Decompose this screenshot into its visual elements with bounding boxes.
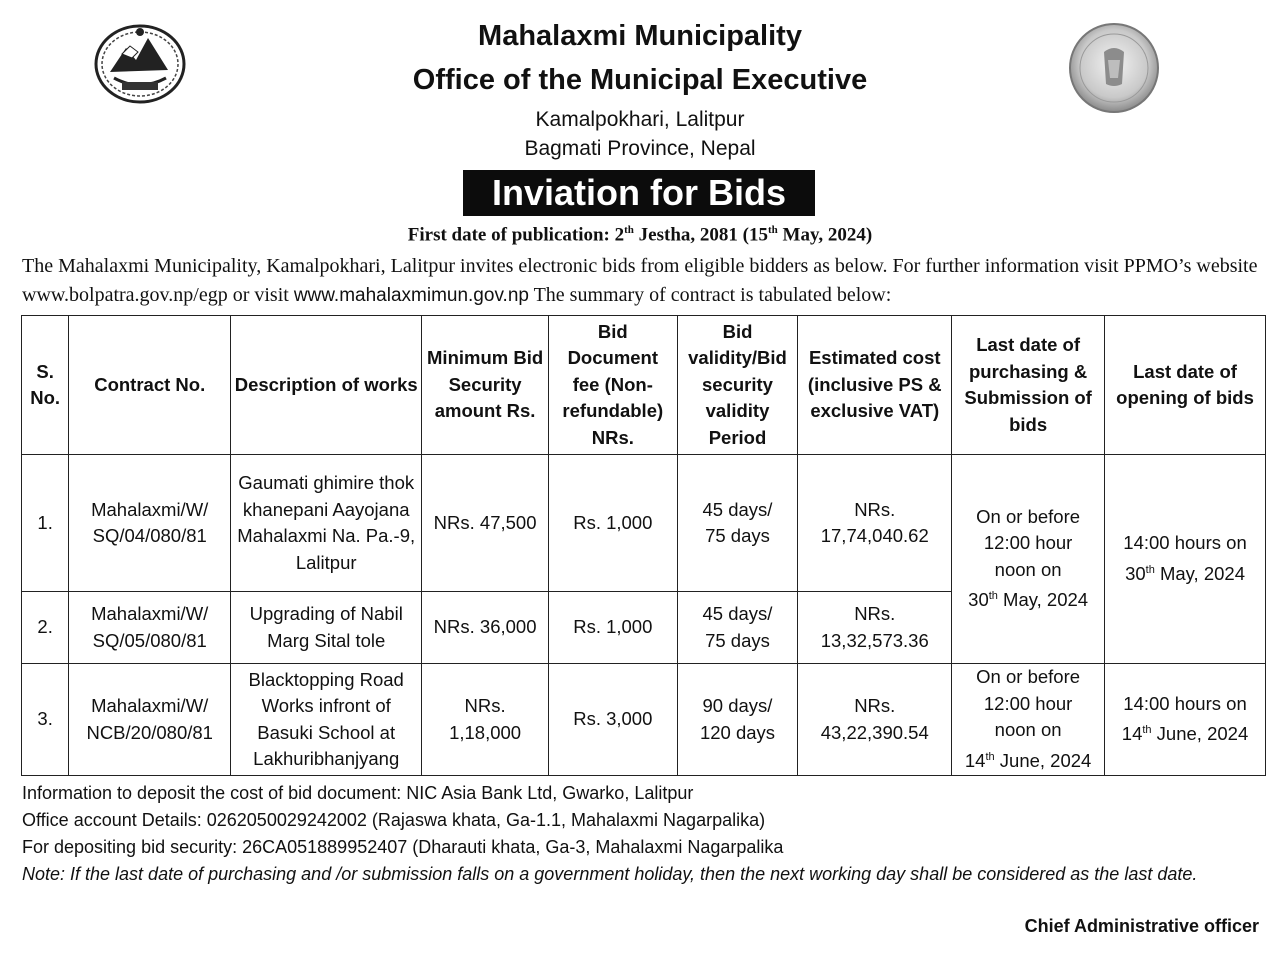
address-line-2: Bagmati Province, Nepal [524, 137, 756, 160]
deposit-info: Information to deposit the cost of bid document: NIC Asia Bank Ltd, Gwarko, Lalitpur [22, 783, 694, 803]
header-submission: Last date of purchasing & Submission of bids [952, 316, 1105, 455]
header-cost: Estimated cost (inclusive PS & exclusive VAT) [798, 316, 952, 455]
header-security: Minimum Bid Security amount Rs. [422, 316, 549, 455]
row-contract: Mahalaxmi/W/ NCB/20/080/81 [69, 664, 231, 776]
bids-table [21, 315, 1266, 776]
row-submission: On or before 12:00 hour noon on 14th June, 2024 [952, 664, 1105, 776]
row-validity: 45 days/ 75 days [677, 592, 798, 664]
office-title: Office of the Municipal Executive [412, 64, 868, 96]
row-sn: 3. [22, 664, 69, 776]
row-description: Blacktopping Road Works infront of Basuki School at Lakhuribhanjyang [231, 664, 422, 776]
row-security: NRs. 47,500 [422, 455, 549, 592]
row-contract: Mahalaxmi/W/ SQ/04/080/81 [69, 455, 231, 592]
row-sn: 1. [22, 455, 69, 592]
row-contract: Mahalaxmi/W/ SQ/05/080/81 [69, 592, 231, 664]
row-security: NRs. 1,18,000 [422, 664, 549, 776]
page-title-banner: Inviation for Bids [463, 170, 815, 216]
row-fee: Rs. 1,000 [548, 455, 677, 592]
row-description: Gaumati ghimire thok khanepani Aayojana Mahalaxmi Na. Pa.-9, Lalitpur [231, 455, 422, 592]
row-validity: 45 days/ 75 days [677, 455, 798, 592]
holiday-note: Note: If the last date of purchasing and /or submission falls on a government holiday, then the next working day shall be considered as the last date. [22, 864, 1198, 884]
header-contract: Contract No. [69, 316, 231, 455]
row-sn: 2. [22, 592, 69, 664]
publication-date: First date of publication: 2th Jestha, 2081 (15th May, 2024) [407, 224, 873, 246]
row-opening: 14:00 hours on 14th June, 2024 [1105, 664, 1266, 776]
website-link[interactable]: www.mahalaxmimun.gov.np [293, 285, 529, 306]
municipality-title: Mahalaxmi Municipality [478, 20, 802, 52]
signature-title: Chief Administrative officer [1024, 916, 1259, 936]
header-opening: Last date of opening of bids [1105, 316, 1266, 455]
account-info: Office account Details: 0262050029242002 (Rajaswa khata, Ga-1.1, Mahalaxmi Nagarpalika) [22, 810, 766, 830]
table-row [22, 664, 1266, 776]
table-row [22, 455, 1266, 592]
table-header-row [22, 316, 1266, 455]
row-cost: NRs. 13,32,573.36 [798, 592, 952, 664]
header-validity: Bid validity/Bid security validity Period [677, 316, 798, 455]
row-description: Upgrading of Nabil Marg Sital tole [231, 592, 422, 664]
header-description: Description of works [231, 316, 422, 455]
row-cost: NRs. 43,22,390.54 [798, 664, 952, 776]
row-submission: On or before 12:00 hour noon on 30th May, 2024 [952, 455, 1105, 664]
row-security: NRs. 36,000 [422, 592, 549, 664]
row-fee: Rs. 3,000 [548, 664, 677, 776]
intro-paragraph: The Mahalaxmi Municipality, Kamalpokhari, Lalitpur invites electronic bids from eligible bidders as below. For further information visit PPMO’s website www.bolpatra.gov.np/egp or visit www.mahalaxmimun.gov.np The summary of contract is tabulated below: [22, 255, 1258, 306]
row-cost: NRs. 17,74,040.62 [798, 455, 952, 592]
header-fee: Bid Document fee (Non-refundable) NRs. [548, 316, 677, 455]
address-line-1: Kamalpokhari, Lalitpur [535, 108, 745, 131]
security-info: For depositing bid security: 26CA051889952407 (Dharauti khata, Ga-3, Mahalaxmi Nagarpalika [22, 837, 784, 857]
row-fee: Rs. 1,000 [548, 592, 677, 664]
row-validity: 90 days/ 120 days [677, 664, 798, 776]
row-opening: 14:00 hours on 30th May, 2024 [1105, 455, 1266, 664]
header-sn: S. No. [22, 316, 69, 455]
